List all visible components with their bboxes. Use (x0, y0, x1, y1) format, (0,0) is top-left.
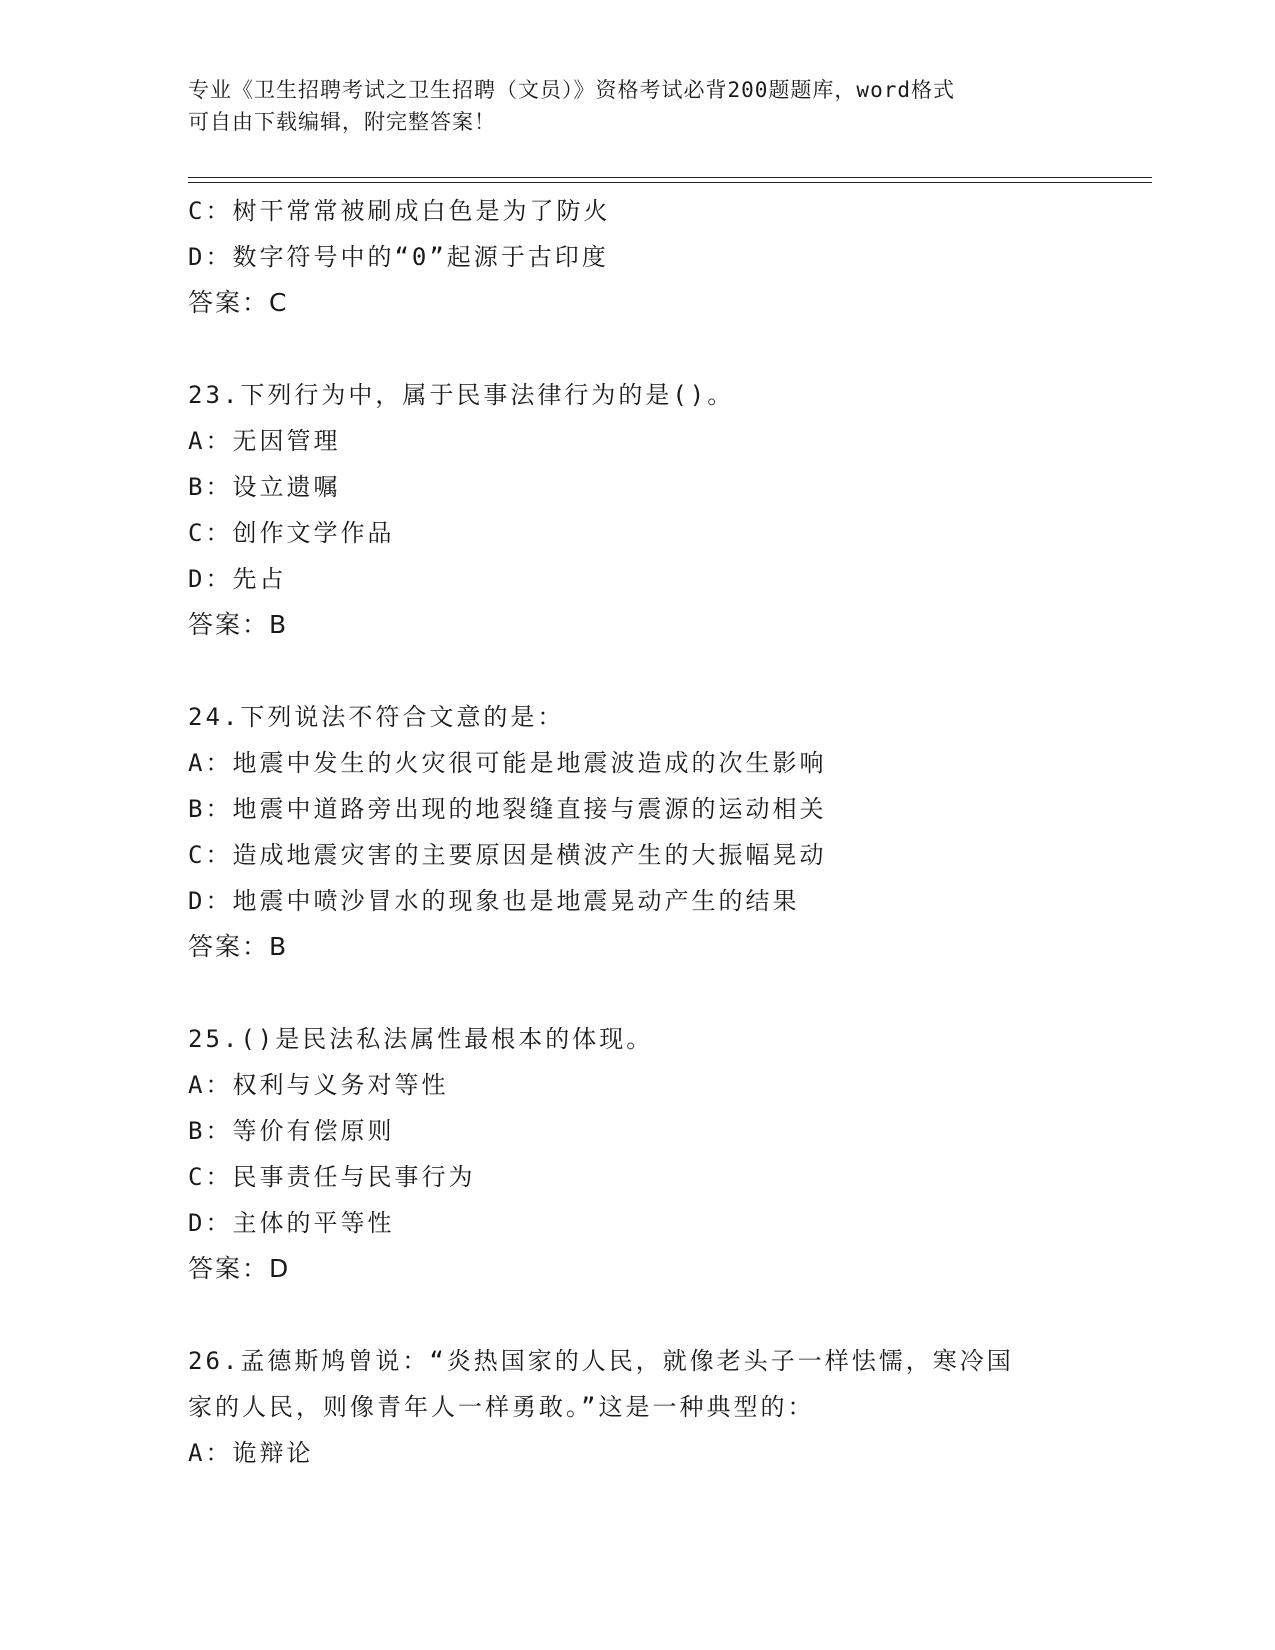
option-c: C：造成地震灾害的主要原因是横波产生的大振幅晃动 (188, 841, 827, 869)
question-text-line-2: 家的人民，则像青年人一样勇敢。”这是一种典型的： (188, 1393, 815, 1421)
option-d: D：数字符号中的“0”起源于古印度 (188, 243, 609, 271)
header-divider-bottom (188, 182, 1152, 183)
header-line-2: 可自由下载编辑，附完整答案！ (188, 110, 496, 134)
question-text: 25.()是民法私法属性最根本的体现。 (188, 1025, 654, 1053)
option-d: D：主体的平等性 (188, 1209, 395, 1237)
header-divider-top (188, 177, 1152, 178)
option-c: C：创作文学作品 (188, 519, 395, 547)
question-block-24 (188, 694, 1088, 970)
answer-line: 答案：C (188, 288, 289, 317)
question-block-23 (188, 372, 1088, 648)
option-c: C：民事责任与民事行为 (188, 1163, 476, 1191)
spacer (188, 326, 1088, 372)
option-b: B：设立遗嘱 (188, 473, 341, 501)
answer-line: 答案：B (188, 932, 289, 961)
spacer (188, 648, 1088, 694)
question-text: 24.下列说法不符合文意的是： (188, 703, 565, 731)
option-c: C：树干常常被刷成白色是为了防火 (188, 197, 611, 225)
option-a: A：权利与义务对等性 (188, 1071, 449, 1099)
option-a: A：诡辩论 (188, 1439, 314, 1467)
option-d: D：地震中喷沙冒水的现象也是地震晃动产生的结果 (188, 887, 800, 915)
question-list (188, 188, 1088, 1476)
option-d: D：先占 (188, 565, 287, 593)
question-text-line-1: 26.孟德斯鸠曾说：“炎热国家的人民，就像老头子一样怯懦，寒冷国 (188, 1347, 1014, 1375)
question-block-25 (188, 1016, 1088, 1292)
option-a: A：无因管理 (188, 427, 341, 455)
document-header (188, 74, 1068, 138)
answer-line: 答案：D (188, 1254, 291, 1283)
spacer (188, 1292, 1088, 1338)
option-b: B：地震中道路旁出现的地裂缝直接与震源的运动相关 (188, 795, 827, 823)
question-block-prev (188, 188, 1088, 326)
question-block-26 (188, 1338, 1088, 1476)
header-line-1: 专业《卫生招聘考试之卫生招聘（文员）》资格考试必背200题题库，word格式 (188, 78, 955, 102)
question-text: 23.下列行为中，属于民事法律行为的是()。 (188, 381, 735, 409)
option-b: B：等价有偿原则 (188, 1117, 395, 1145)
answer-line: 答案：B (188, 610, 289, 639)
spacer (188, 970, 1088, 1016)
option-a: A：地震中发生的火灾很可能是地震波造成的次生影响 (188, 749, 827, 777)
